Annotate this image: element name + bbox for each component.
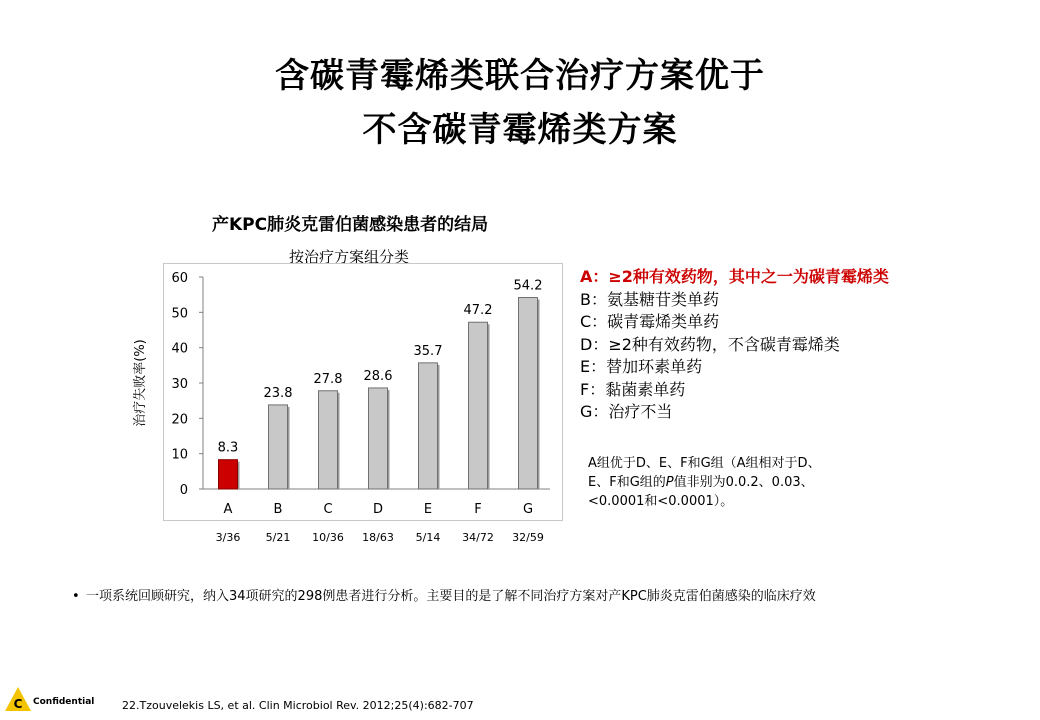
- page-title-line-1: 含碳青霉烯类联合治疗方案优于: [275, 56, 765, 96]
- bar-d: [369, 388, 388, 489]
- data-label: 35.7: [413, 343, 443, 359]
- count-label: 5/14: [415, 531, 441, 544]
- bar-g: [519, 297, 538, 489]
- y-tick-label: 0: [179, 483, 188, 498]
- bullet-dot-icon: •: [72, 589, 80, 604]
- data-label: 47.2: [463, 303, 493, 319]
- x-tick-label: A: [223, 502, 233, 517]
- x-tick-label: B: [273, 502, 283, 517]
- x-tick-label: E: [423, 502, 433, 517]
- y-tick-label: 50: [171, 306, 188, 322]
- bar-c: [319, 391, 338, 489]
- logo-letter: C: [13, 697, 23, 711]
- y-tick-label: 60: [171, 271, 188, 286]
- note-text-2: 值非别为0.0.2、0.03、<0.0001和<0.0001）。: [588, 475, 814, 509]
- y-tick-label: 20: [171, 412, 188, 428]
- group-legend: [580, 266, 920, 424]
- legend-item-f: F：黏菌素单药: [580, 379, 686, 399]
- comparison-note: [588, 454, 838, 511]
- legend-item-c: C：碳青霉烯类单药: [580, 312, 720, 331]
- bar-a: [219, 460, 238, 489]
- note-text-1: A组优于D、E、F和G组（A组相对于D、E、F和G组的: [588, 456, 821, 490]
- count-label: 10/36: [312, 531, 344, 544]
- legend-item-a: A：≥2种有效药物，其中之一为碳青霉烯类: [580, 267, 889, 286]
- count-label: 34/72: [462, 531, 494, 544]
- study-bullet: [72, 585, 816, 604]
- note-p-italic: P: [665, 475, 674, 490]
- legend-item-d: D：≥2种有效药物，不含碳青霉烯类: [580, 334, 840, 354]
- data-label: 23.8: [263, 385, 293, 401]
- legend-item-e: E：替加环素单药: [580, 357, 703, 376]
- x-tick-label: C: [323, 502, 333, 517]
- count-label: 32/59: [512, 531, 544, 544]
- chart-subtitle: 按治疗方案组分类: [289, 248, 410, 266]
- x-tick-label: D: [372, 502, 384, 517]
- data-label: 54.2: [513, 278, 543, 294]
- data-label: 27.8: [313, 371, 343, 387]
- bar-b: [269, 405, 288, 489]
- x-tick-label: F: [474, 502, 482, 517]
- page-title-line-2: 不含碳青霉烯类方案: [362, 110, 678, 150]
- x-tick-label: G: [522, 502, 534, 517]
- data-label: 8.3: [217, 440, 239, 456]
- bullet-text: 一项系统回顾研究，纳入34项研究的298例患者进行分析。主要目的是了解不同治疗方案对产KPC肺炎克雷伯菌感染的临床疗效: [86, 589, 816, 604]
- chart-title: 产KPC肺炎克雷伯菌感染患者的结局: [212, 215, 489, 235]
- count-label: 3/36: [215, 531, 241, 544]
- confidential-label: Confidential: [33, 697, 95, 707]
- y-tick-label: 10: [171, 447, 188, 463]
- legend-item-b: B：氨基糖苷类单药: [580, 289, 719, 309]
- count-label: 18/63: [362, 531, 394, 544]
- confidential-logo-icon: [4, 686, 32, 712]
- y-tick-label: 40: [171, 341, 188, 357]
- bar-e: [419, 363, 438, 489]
- reference-citation: 22.Tzouvelekis LS, et al. Clin Microbiol Rev. 2012;25(4):682-707: [122, 699, 474, 712]
- legend-item-g: G：治疗不当: [580, 402, 673, 421]
- bar-f: [469, 322, 488, 489]
- y-axis-label: 治疗失败率(%): [133, 339, 148, 427]
- y-tick-label: 30: [171, 377, 188, 392]
- data-label: 28.6: [363, 368, 393, 384]
- count-label: 5/21: [265, 531, 291, 544]
